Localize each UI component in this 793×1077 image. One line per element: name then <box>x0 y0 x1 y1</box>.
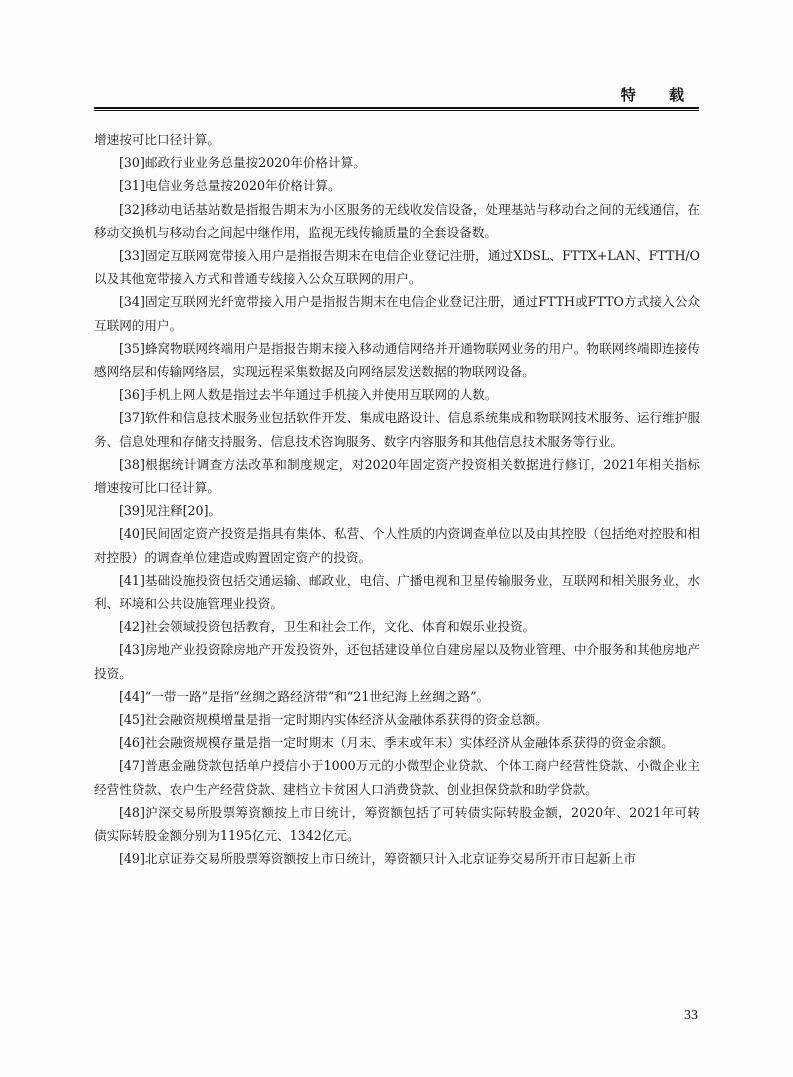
note-40: [40]民间固定资产投资是指具有集体、私营、个人性质的内资调查单位以及由其控股（包括绝对控股和相对控股）的调查单位建造或购置固定资产的投资。 <box>94 526 700 565</box>
note-31: [31]电信业务总量按2020年价格计算。 <box>119 178 341 194</box>
note-41: [41]基础设施投资包括交通运输、邮政业，电信、广播电视和卫星传输服务业，互联网和相关服务业，水利、环境和公共设施管理业投资。 <box>94 572 700 612</box>
paragraph-continuation: 增速按可比口径计算。 <box>94 132 220 147</box>
note-42: [42]社会领域投资包括教育，卫生和社会工作，文化、体育和娱乐业投资。 <box>119 619 536 635</box>
page-number: 33 <box>684 1008 698 1023</box>
note-49: [49]北京证券交易所股票筹资额按上市日统计，筹资额只计入北京证券交易所开市日起新上市 <box>119 851 637 867</box>
note-44: [44]“一带一路”是指“丝绸之路经济带”和“21世纪海上丝绸之路”。 <box>119 688 490 704</box>
note-30: [30]邮政行业业务总量按2020年价格计算。 <box>119 155 366 171</box>
note-43: [43]房地产业投资除房地产开发投资外，还包括建设单位自建房屋以及物业管理、中介服务和其他房地产投资。 <box>94 642 700 681</box>
note-46: [46]社会融资规模存量是指一定时期末（月末、季末或年末）实体经济从金融体系获得的资金余额。 <box>119 735 674 751</box>
note-35: [35]蜂窝物联网终端用户是指报告期末接入移动通信网络并开通物联网业务的用户。物联网终端即连接传感网络层和传输网络层，实现远程采集数据及向网络层发送数据的物联网设备。 <box>94 340 700 380</box>
note-45: [45]社会融资规模增量是指一定时期内实体经济从金融体系获得的资金总额。 <box>119 712 548 728</box>
notes-body <box>94 128 700 871</box>
note-34: [34]固定互联网光纤宽带接入用户是指报告期末在电信企业登记注册，通过FTTH或FTTO方式接入公众互联网的用户。 <box>94 294 700 333</box>
note-33: [33]固定互联网宽带接入用户是指报告期末在电信企业登记注册，通过XDSL、FTTX+LAN、FTTH/O以及其他宽带接入方式和普通专线接入公众互联网的用户。 <box>94 248 700 287</box>
note-37: [37]软件和信息技术服务业包括软件开发、集成电路设计、信息系统集成和物联网技术服务、运行维护服务、信息处理和存储支持服务、信息技术咨询服务、数字内容服务和其他信息技术服务等行业。 <box>94 410 700 449</box>
note-32: [32]移动电话基站数是指报告期末为小区服务的无线收发信设备，处理基站与移动台之间的无线通信，在移动交换机与移动台之间起中继作用，监视无线传输质量的全套设备数。 <box>94 201 700 240</box>
note-36: [36]手机上网人数是指过去半年通过手机接入并使用互联网的人数。 <box>119 387 498 403</box>
note-38: [38]根据统计调查方法改革和制度规定，对2020年固定资产投资相关数据进行修订，2021年相关指标增速按可比口径计算。 <box>94 456 700 496</box>
note-39: [39]见注释[20]。 <box>119 503 222 519</box>
note-48: [48]沪深交易所股票筹资额按上市日统计，筹资额包括了可转债实际转股金额，2020年、2021年可转债实际转股金额分别为1195亿元、1342亿元。 <box>94 804 700 844</box>
note-47: [47]普惠金融贷款包括单户授信小于1000万元的小微型企业贷款、个体工商户经营性贷款、小微企业主经营性贷款、农户生产经营贷款、建档立卡贫困人口消费贷款、创业担保贷款和助学贷款。 <box>94 758 700 797</box>
header-rule-thin <box>94 110 699 111</box>
section-title: 特 载 <box>620 86 698 104</box>
header-rule <box>94 107 699 109</box>
